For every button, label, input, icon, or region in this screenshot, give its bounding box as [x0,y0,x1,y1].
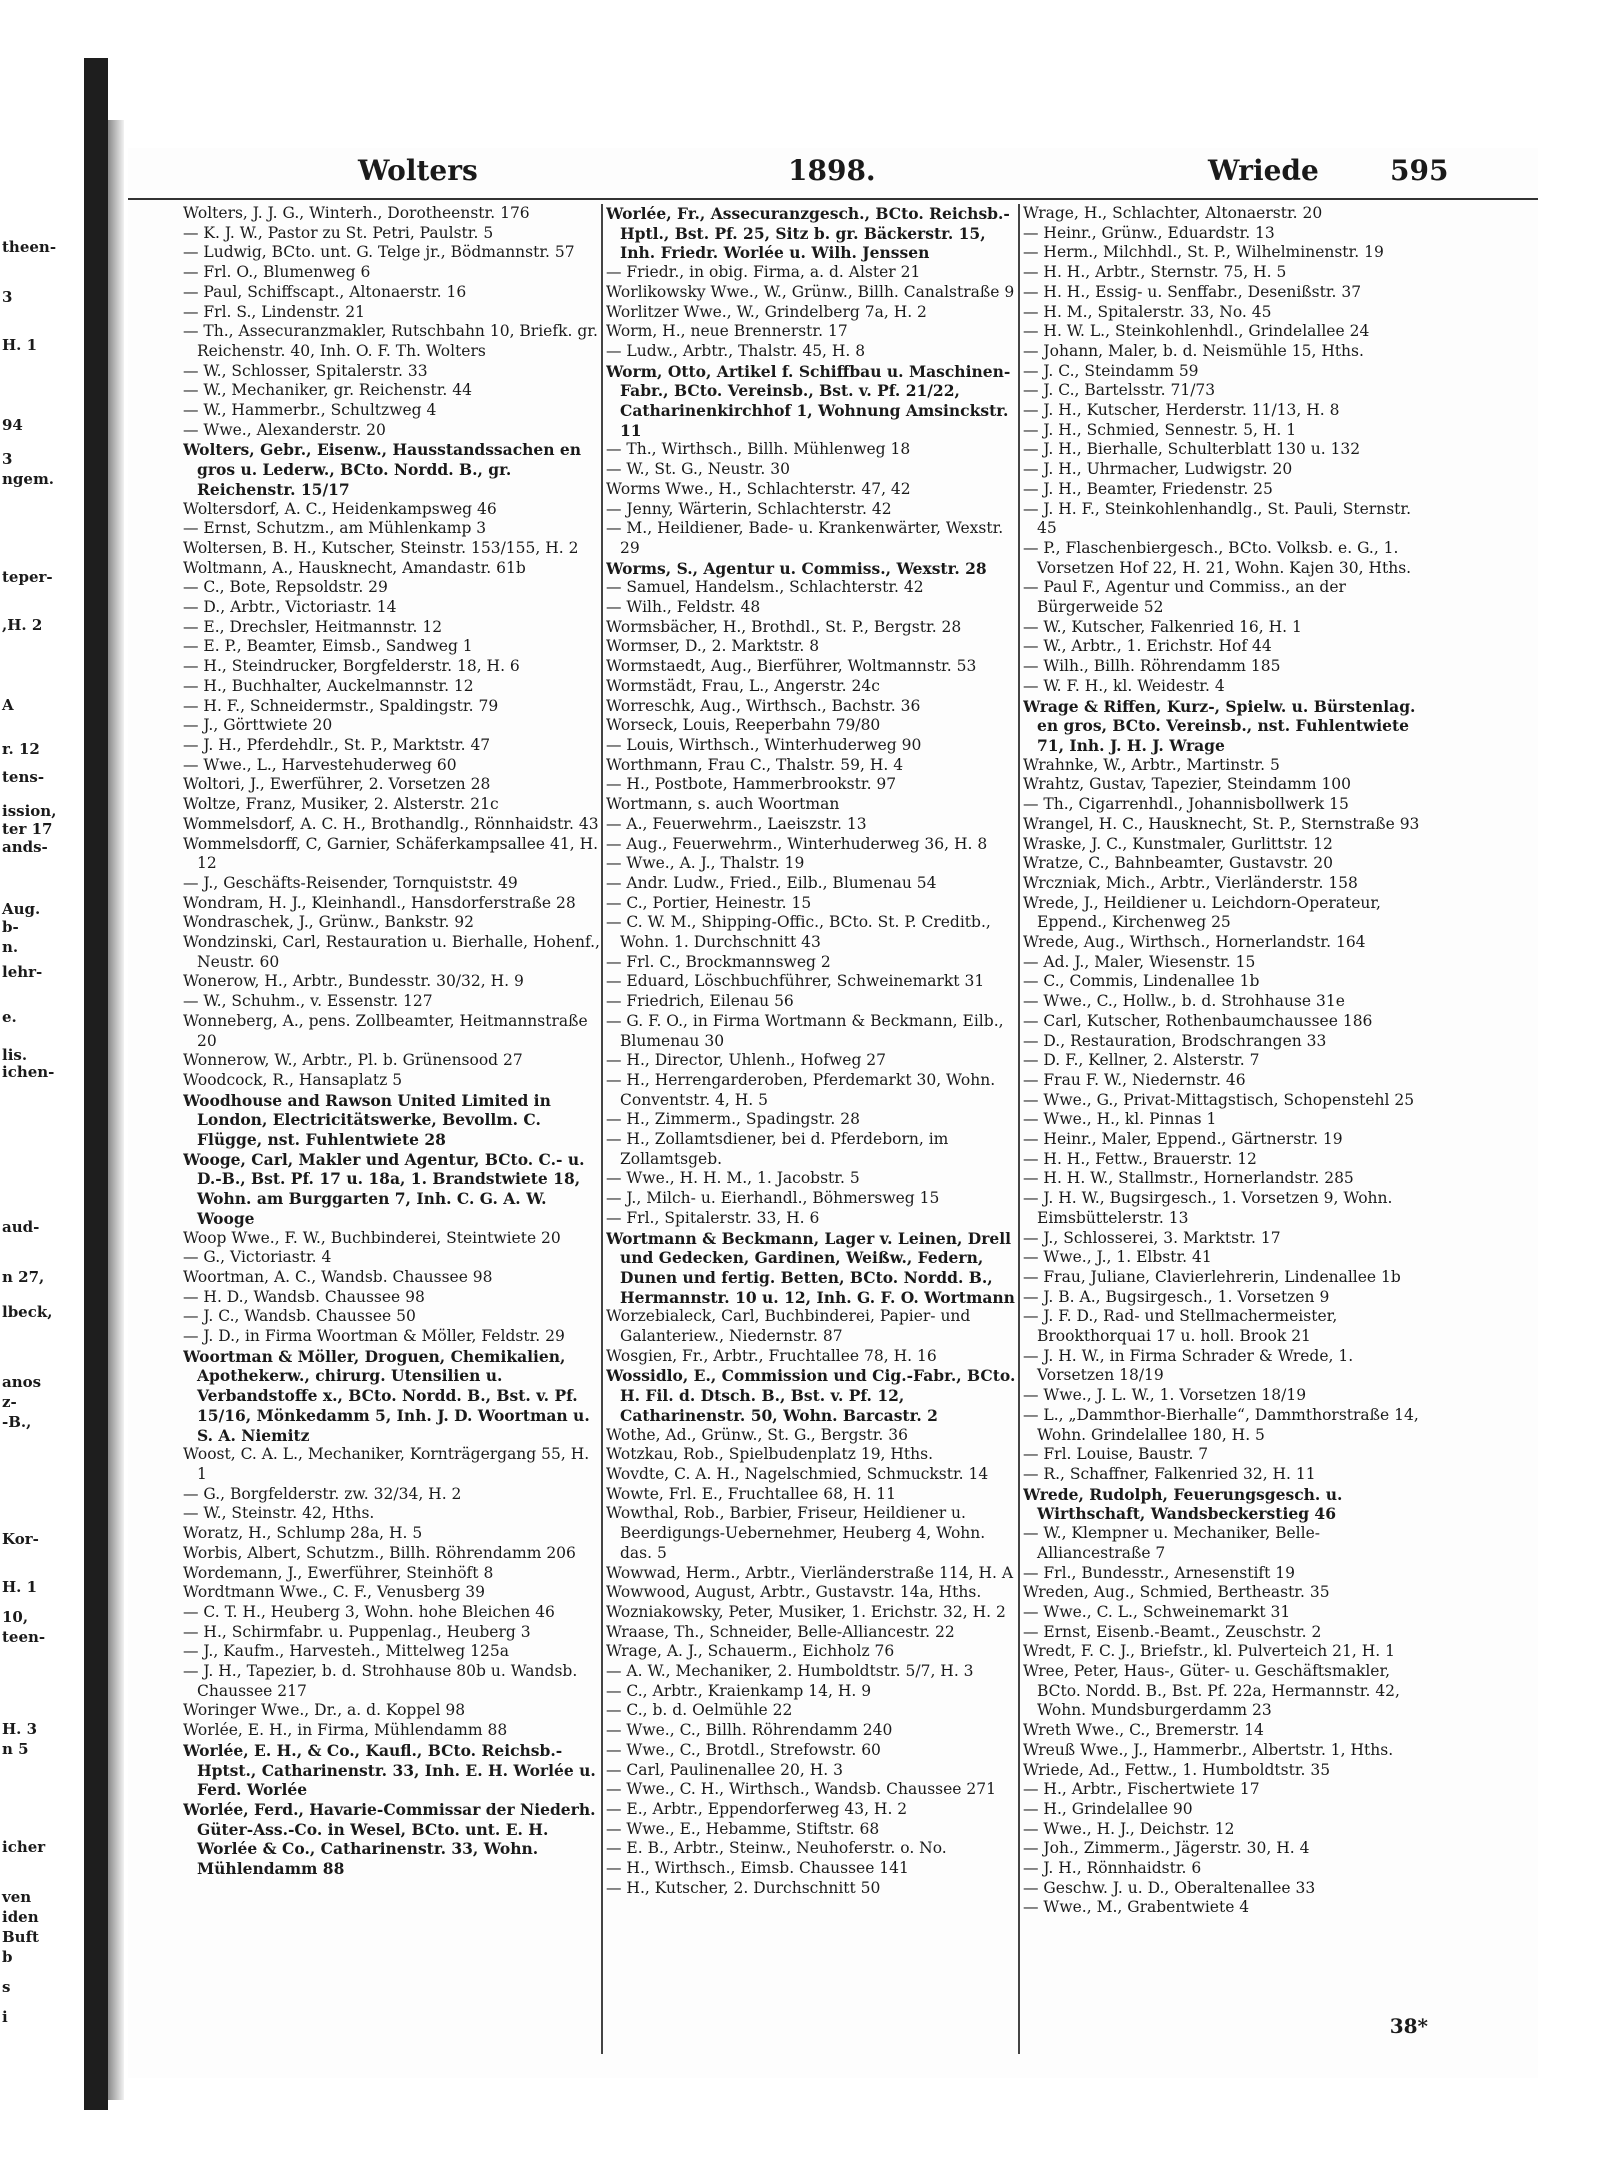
directory-entry: — Herm., Milchhdl., St. P., Wilhelminenstr. 19 [1023,243,1384,262]
directory-entry: Wowte, Frl. E., Fruchtallee 68, H. 11 [606,1484,896,1503]
directory-entry: — J. C., Steindamm 59 [1023,361,1199,380]
directory-entry: — C., Bote, Repsoldstr. 29 [183,578,388,597]
column-3 [1023,204,1433,2064]
directory-entry: — H. H. W., Stallmstr., Hornerlandstr. 285 [1023,1169,1354,1188]
directory-entry: Wrage, A. J., Schauerm., Eichholz 76 [606,1642,895,1661]
facing-page-fragment: r. 12 [2,740,40,758]
facing-page-fragment: ,H. 2 [2,616,43,634]
facing-page-fragment: n 5 [2,1740,29,1758]
directory-entry: Wooge, Carl, Makler und Agentur, BCto. C.- u. D.-B., Bst. Pf. 17 u. 18a, 1. Brandstwiete 18, Wohn. am Burggarten 7, Inh. C. G. A. W. Wooge [183,1149,585,1228]
directory-entry: Wraske, J. C., Kunstmaler, Gurlittstr. 12 [1023,834,1333,853]
signature-mark: 38* [1389,2014,1428,2038]
facing-page-fragment: icher [2,1838,46,1856]
directory-entry: — Frl. O., Blumenweg 6 [183,263,371,282]
directory-entry: Wordemann, J., Ewerführer, Steinhöft 8 [183,1563,494,1582]
directory-entry: — H. D., Wandsb. Chaussee 98 [183,1287,425,1306]
directory-entry: — Geschw. J. u. D., Oberaltenallee 33 [1023,1878,1316,1897]
directory-entry: — J. H. W., Bugsirgesch., 1. Vorsetzen 9, Wohn. Eimsbüttelerstr. 13 [1023,1189,1393,1227]
directory-entry: Woop Wwe., F. W., Buchbinderei, Steintwiete 20 [183,1228,561,1247]
directory-entry: Worlée, E. H., in Firma, Mühlendamm 88 [183,1721,508,1740]
directory-entry: — J., Geschäfts-Reisender, Tornquiststr. 49 [183,873,518,892]
directory-entry: Wratze, C., Bahnbeamter, Gustavstr. 20 [1023,854,1333,873]
directory-entry: Wommelsdorf, A. C. H., Brothandlg., Rönnhaidstr. 43 [183,814,599,833]
directory-entry: — Frl. S., Lindenstr. 21 [183,302,366,321]
directory-entry: Wonnerow, W., Arbtr., Pl. b. Grünensood 27 [183,1051,523,1070]
directory-entry: — Frl., Spitalerstr. 33, H. 6 [606,1208,820,1227]
directory-entry: Wortmann & Beckmann, Lager v. Leinen, Drell und Gedecken, Gardinen, Weißw., Federn, Dunen und fertig. Betten, BCto. Nordd. B., Hermannstr. 10 u. 12, Inh. G. F. O. Wortmann [606,1228,1015,1307]
directory-entry: — W., Steinstr. 42, Hths. [183,1504,375,1523]
directory-entry: Wothe, Ad., Grünw., St. G., Bergstr. 36 [606,1425,908,1444]
facing-page-fragment: b [2,1948,13,1966]
directory-entry: Wondram, H. J., Kleinhandl., Hansdorferstraße 28 [183,893,576,912]
directory-entry: — Johann, Maler, b. d. Neismühle 15, Hths. [1023,341,1364,360]
directory-entry: — W., Schuhm., v. Essenstr. 127 [183,992,433,1011]
directory-entry: — Wwe., H. H. M., 1. Jacobstr. 5 [606,1169,860,1188]
directory-entry: — J. H., Kutscher, Herderstr. 11/13, H. 8 [1023,401,1340,420]
directory-entry: — Paul, Schiffscapt., Altonaerstr. 16 [183,282,467,301]
directory-entry: — H., Herrengarderoben, Pferdemarkt 30, Wohn. Conventstr. 4, H. 5 [606,1070,996,1109]
facing-page-fragment: 3 [2,450,13,468]
directory-entry: Wrangel, H. C., Hausknecht, St. P., Sternstraße 93 [1023,814,1420,833]
directory-entry: — H., Steindrucker, Borgfelderstr. 18, H. 6 [183,657,520,676]
directory-entry: Wormstädt, Frau, L., Angerstr. 24c [606,676,880,695]
directory-entry: Worlée, E. H., & Co., Kaufl., BCto. Reichsb.-Hptst., Catharinenstr. 33, Inh. E. H. Worlée u. Ferd. Worlée [183,1740,596,1800]
directory-entry: — H., Zollamtsdiener, bei d. Pferdeborn, im Zollamtsgeb. [606,1130,949,1168]
directory-entry: — J., Milch- u. Eierhandl., Böhmersweg 15 [606,1189,940,1208]
directory-entry: — C., Arbtr., Kraienkamp 14, H. 9 [606,1681,872,1700]
directory-entry: Wraase, Th., Schneider, Belle-Alliancestr. 22 [606,1622,955,1641]
directory-entry: — H., Schirmfabr. u. Puppenlag., Heuberg 3 [183,1622,531,1641]
directory-entry: — J. H., Schmied, Sennestr. 5, H. 1 [1023,420,1297,439]
directory-entry: Wondzinski, Carl, Restauration u. Bierhalle, Hohenf., Neustr. 60 [183,933,600,971]
directory-entry: — H., Wirthsch., Eimsb. Chaussee 141 [606,1859,909,1878]
directory-entry: Woortman, A. C., Wandsb. Chaussee 98 [183,1267,493,1286]
directory-entry: — E., Drechsler, Heitmannstr. 12 [183,617,443,636]
facing-page-fragment: n. [2,938,19,956]
directory-entry: Wriede, Ad., Fettw., 1. Humboldtstr. 35 [1023,1760,1331,1779]
directory-entry: — Frl. Louise, Baustr. 7 [1023,1445,1209,1464]
column-divider [601,204,603,2054]
facing-page-fragment: teen- [2,1628,46,1646]
directory-entry: — Wwe., H., kl. Pinnas 1 [1023,1110,1217,1129]
directory-entry: — W., Arbtr., 1. Erichstr. Hof 44 [1023,637,1272,656]
facing-page-fragment: n 27, [2,1268,45,1286]
directory-entry: Woltersen, B. H., Kutscher, Steinstr. 153/155, H. 2 [183,538,579,557]
directory-entry: Woortman & Möller, Droguen, Chemikalien, Apothekerw., chirurg. Utensilien u. Verbandstoffe x., BCto. Nordd. B., Bst. v. Pf. 15/16, Mönkedamm 5, Inh. J. D. Woortman u. S. A. Niemitz [183,1346,590,1445]
directory-entry: Wowwad, Herm., Arbtr., Vierländerstraße 114, H. A [606,1563,1014,1582]
directory-entry: Wovdte, C. A. H., Nagelschmied, Schmuckstr. 14 [606,1465,989,1483]
directory-entry: — M., Heildiener, Bade- u. Krankenwärter, Wexstr. 29 [606,519,1004,557]
directory-entry: Woringer Wwe., Dr., a. d. Koppel 98 [183,1701,466,1720]
directory-entry: — D. F., Kellner, 2. Alsterstr. 7 [1023,1051,1260,1070]
facing-page-fragment: H. 3 [2,1720,38,1738]
directory-entry: — C., b. d. Oelmühle 22 [606,1701,793,1720]
directory-entry: — Wwe., C. L., Schweinemarkt 31 [1023,1602,1291,1621]
directory-entry: — Ad. J., Maler, Wiesenstr. 15 [1023,952,1256,971]
facing-page-fragment: ands- [2,838,48,856]
directory-entry: — A., Feuerwehrm., Laeiszstr. 13 [606,814,867,833]
directory-entry: Worlée, Fr., Assecuranzgesch., BCto. Reichsb.-Hptl., Bst. Pf. 25, Sitz b. gr. Bäckerstr. 15, Inh. Friedr. Worlée u. Wilh. Jenssen [606,204,1010,263]
facing-page-fragment: lehr- [2,963,43,981]
directory-entry: Worm, Otto, Artikel f. Schiffbau u. Maschinen-Fabr., BCto. Vereinsb., Bst. v. Pf. 21/22, Catharinenkirchhof 1, Wohnung Amsinckstr. 11 [606,361,1011,440]
directory-entry: — W., Schlosser, Spitalerstr. 33 [183,361,428,380]
directory-entry: Wosgien, Fr., Arbtr., Fruchtallee 78, H. 16 [606,1346,937,1365]
column-divider [1018,204,1020,2054]
directory-entry: Wonneberg, A., pens. Zollbeamter, Heitmannstraße 20 [183,1011,588,1050]
directory-entry: — H., Arbtr., Fischertwiete 17 [1023,1780,1260,1799]
directory-entry: — Wwe., M., Grabentwiete 4 [1023,1898,1250,1917]
header-last-entry: Wriede [1208,154,1319,187]
directory-entry: Wrczniak, Mich., Arbtr., Vierländerstr. 158 [1023,873,1358,892]
directory-entry: — Frau F. W., Niedernstr. 46 [1023,1070,1246,1089]
directory-entry: Wrage, H., Schlachter, Altonaerstr. 20 [1023,204,1323,222]
directory-entry: — H., Postbote, Hammerbrookstr. 97 [606,775,897,794]
directory-entry: — W., Mechaniker, gr. Reichenstr. 44 [183,381,473,400]
directory-entry: — J. H., Rönnhaidstr. 6 [1023,1859,1202,1878]
directory-entry: Wormstaedt, Aug., Bierführer, Woltmannstr. 53 [606,657,977,676]
directory-entry: — H., Grindelallee 90 [1023,1799,1193,1818]
directory-entry: Wreden, Aug., Schmied, Bertheastr. 35 [1023,1583,1330,1602]
header-first-entry: Wolters [358,154,478,187]
directory-entry: — Wwe., Alexanderstr. 20 [183,420,386,439]
directory-entry: — Eduard, Löschbuchführer, Schweinemarkt 31 [606,972,985,991]
page-number: 595 [1390,154,1449,187]
directory-entry: — G., Victoriastr. 4 [183,1248,332,1267]
directory-entry: — Friedrich, Eilenau 56 [606,992,794,1011]
directory-entry: — Wwe., H. J., Deichstr. 12 [1023,1819,1235,1838]
directory-entry: — G. F. O., in Firma Wortmann & Beckmann, Eilb., Blumenau 30 [606,1011,1004,1050]
facing-page-fragment: A [2,696,14,714]
facing-page-fragment: anos [2,1373,42,1391]
directory-entry: Worlitzer Wwe., W., Grindelberg 7a, H. 2 [606,302,927,321]
directory-entry: Wrahtz, Gustav, Tapezier, Steindamm 100 [1023,775,1352,794]
directory-entry: — H. H., Essig- u. Senffabr., Desenißstr. 37 [1023,282,1362,301]
facing-page-fragment: H. 1 [2,1578,38,1596]
facing-page-fragment: z- [2,1393,17,1411]
directory-entry: — C., Commis, Lindenallee 1b [1023,972,1260,991]
directory-entry: Wolters, Gebr., Eisenw., Hausstandssachen en gros u. Lederw., BCto. Nordd. B., gr. Reichenstr. 15/17 [183,440,582,499]
facing-page-fragment: lis. [2,1046,28,1064]
directory-entry: Wowwood, August, Arbtr., Gustavstr. 14a, Hths. [606,1583,982,1602]
directory-entry: Wossidlo, E., Commission und Cig.-Fabr., BCto. H. Fil. d. Dtsch. B., Bst. v. Pf. 12, Catharinenstr. 50, Wohn. Barcastr. 2 [606,1366,1016,1425]
directory-entry: — A. W., Mechaniker, 2. Humboldtstr. 5/7, H. 3 [606,1662,974,1681]
directory-entry: — H. H., Arbtr., Sternstr. 75, H. 5 [1023,263,1287,282]
directory-entry: — J. H., Bierhalle, Schulterblatt 130 u. 132 [1023,440,1361,459]
directory-entry: Wozniakowsky, Peter, Musiker, 1. Erichstr. 32, H. 2 [606,1602,1006,1621]
directory-entry: — D., Restauration, Brodschrangen 33 [1023,1031,1327,1050]
directory-entry: — E. P., Beamter, Eimsb., Sandweg 1 [183,637,473,656]
directory-entry: — Heinr., Grünw., Eduardstr. 13 [1023,223,1275,242]
directory-entry: — Wwe., E., Hebamme, Stiftstr. 68 [606,1819,880,1838]
directory-entry: — J. D., in Firma Woortman & Möller, Feldstr. 29 [183,1327,565,1346]
directory-entry: — J. H., Tapezier, b. d. Strohhause 80b u. Wandsb. Chaussee 217 [183,1662,578,1700]
directory-entry: Wrahnke, W., Arbtr., Martinstr. 5 [1023,755,1280,774]
directory-entry: — Wilh., Feldstr. 48 [606,598,761,617]
directory-entry: — Ernst, Eisenb.-Beamt., Zeuschstr. 2 [1023,1622,1322,1641]
book-spine [84,58,108,2110]
directory-entry: — H., Director, Uhlenh., Hofweg 27 [606,1051,887,1070]
directory-entry: Worms Wwe., H., Schlachterstr. 47, 42 [606,479,911,498]
directory-entry: — Th., Cigarrenhdl., Johannisbollwerk 15 [1023,795,1349,814]
directory-entry: — Samuel, Handelsm., Schlachterstr. 42 [606,578,924,597]
directory-entry: — J., Kaufm., Harvesteh., Mittelweg 125a [183,1642,509,1661]
directory-entry: — H., Zimmerm., Spadingstr. 28 [606,1110,860,1129]
facing-page-edge [0,150,82,2050]
directory-entry: Woratz, H., Schlump 28a, H. 5 [183,1524,423,1543]
directory-entry: — P., Flaschenbiergesch., BCto. Volksb. e. G., 1. Vorsetzen Hof 22, H. 21, Wohn. Kajen 30, Hths. [1023,538,1412,577]
directory-entry: Wortmann, s. auch Woortman [606,795,840,814]
directory-entry: Worlée, Ferd., Havarie-Commissar der Niederh. Güter-Ass.-Co. in Wesel, BCto. unt. E. H. Worlée & Co., Catharinenstr. 33, Wohn. Mühlendamm 88 [183,1799,596,1879]
directory-entry: Wotzkau, Rob., Spielbudenplatz 19, Hths. [606,1445,934,1464]
facing-page-fragment: theen- [2,238,57,256]
facing-page-fragment: e. [2,1008,17,1026]
directory-entry: Woodhouse and Rawson United Limited in London, Electricitätswerke, Bevollm. C. Flügge, nst. Fuhlentwiete 28 [183,1090,551,1150]
directory-entry: Wormser, D., 2. Marktstr. 8 [606,637,820,656]
directory-entry: — Wwe., C., Brotdl., Strefowstr. 60 [606,1740,881,1759]
directory-entry: — C. W. M., Shipping-Offic., BCto. St. P. Creditb., Wohn. 1. Durchschnitt 43 [606,913,991,952]
directory-entry: — Wwe., J., 1. Elbstr. 41 [1023,1248,1212,1267]
directory-entry: — Ludwig, BCto. unt. G. Telge jr., Bödmannstr. 57 [183,243,575,262]
directory-entry: — H. H., Fettw., Brauerstr. 12 [1023,1149,1257,1168]
directory-entry: — Wilh., Billh. Röhrendamm 185 [1023,657,1281,676]
directory-entry: — Carl, Paulinenallee 20, H. 3 [606,1760,843,1779]
directory-entry: — C. T. H., Heuberg 3, Wohn. hohe Bleichen 46 [183,1602,555,1621]
directory-entry: — Th., Wirthsch., Billh. Mühlenweg 18 [606,440,911,459]
directory-page [128,148,1538,2078]
directory-entry: — W., Kutscher, Falkenried 16, H. 1 [1023,617,1302,636]
facing-page-fragment: ven [2,1888,32,1906]
facing-page-fragment: aud- [2,1218,40,1236]
facing-page-fragment: 10, [2,1608,29,1626]
facing-page-fragment: ission, [2,802,57,820]
directory-entry: — J. B. A., Bugsirgesch., 1. Vorsetzen 9 [1023,1287,1330,1306]
directory-entry: Wormsbächer, H., Brothdl., St. P., Bergstr. 28 [606,617,962,636]
directory-entry: — J. H. W., in Firma Schrader & Wrede, 1. Vorsetzen 18/19 [1023,1346,1354,1385]
directory-entry: Wrede, Rudolph, Feuerungsgesch. u. Wirthschaft, Wandsbeckerstieg 46 [1023,1484,1343,1524]
directory-entry: — J. C., Wandsb. Chaussee 50 [183,1307,416,1326]
directory-entry: — Louis, Wirthsch., Winterhuderweg 90 [606,735,922,754]
directory-entry: Worreschk, Aug., Wirthsch., Bachstr. 36 [606,696,921,715]
directory-entry: — C., Portier, Heinestr. 15 [606,893,812,912]
directory-entry: — J. H. F., Steinkohlenhandlg., St. Pauli, Sternstr. 45 [1023,499,1412,538]
directory-entry: — J. H., Pferdehdlr., St. P., Marktstr. 47 [183,735,491,754]
facing-page-fragment: tens- [2,768,45,786]
directory-entry: — J., Görttwiete 20 [183,716,333,735]
directory-entry: — H., Kutscher, 2. Durchschnitt 50 [606,1878,881,1897]
facing-page-fragment: Aug. [2,900,41,918]
directory-entry: — J. F. D., Rad- und Stellmachermeister, Brookthorquai 17 u. holl. Brook 21 [1023,1307,1338,1346]
directory-entry: — H., Buchhalter, Auckelmannstr. 12 [183,676,474,695]
directory-entry: — J. H., Beamter, Friedenstr. 25 [1023,479,1273,498]
directory-entry: — Heinr., Maler, Eppend., Gärtnerstr. 19 [1023,1130,1343,1149]
directory-entry: — Jenny, Wärterin, Schlachterstr. 42 [606,499,892,518]
directory-entry: — Wwe., A. J., Thalstr. 19 [606,854,805,873]
directory-entry: — Carl, Kutscher, Rothenbaumchaussee 186 [1023,1011,1373,1030]
facing-page-fragment: s [2,1978,11,1996]
directory-entry: — Ernst, Schutzm., am Mühlenkamp 3 [183,519,487,538]
directory-entry: Wonerow, H., Arbtr., Bundesstr. 30/32, H. 9 [183,972,524,991]
directory-entry: — Wwe., L., Harvestehuderweg 60 [183,755,457,774]
facing-page-fragment: teper- [2,568,53,586]
column-1 [183,204,603,2064]
directory-entry: — Wwe., J. L. W., 1. Vorsetzen 18/19 [1023,1386,1307,1405]
directory-entry: — Th., Assecuranzmakler, Rutschbahn 10, Briefk. gr. Reichenstr. 40, Inh. O. F. Th. Wolters [183,322,598,360]
directory-entry: — Andr. Ludw., Fried., Eilb., Blumenau 54 [606,873,937,892]
directory-entry: Worseck, Louis, Reeperbahn 79/80 [606,716,881,735]
header-year: 1898. [788,154,876,187]
directory-entry: — W., St. G., Neustr. 30 [606,460,790,479]
facing-page-fragment: iden [2,1908,39,1926]
directory-entry: Wredt, F. C. J., Briefstr., kl. Pulverteich 21, H. 1 [1023,1642,1395,1661]
directory-entry: — Ludw., Arbtr., Thalstr. 45, H. 8 [606,341,866,360]
facing-page-fragment: b- [2,918,19,936]
running-header [128,148,1538,198]
directory-entry: Worms, S., Agentur u. Commiss., Wexstr. 28 [606,558,987,578]
directory-entry: Wrage & Riffen, Kurz-, Spielw. u. Bürstenlag. en gros, BCto. Vereinsb., nst. Fuhlentwiete 71, Inh. J. H. J. Wrage [1023,696,1416,755]
directory-entry: — E. B., Arbtr., Steinw., Neuhoferstr. o. No. [606,1839,947,1858]
directory-entry: — D., Arbtr., Victoriastr. 14 [183,598,397,617]
directory-entry: Wommelsdorff, C, Garnier, Schäferkampsallee 41, H. 12 [183,834,599,873]
header-rule [128,198,1538,200]
directory-entry: Woltersdorf, A. C., Heidenkampsweg 46 [183,499,497,518]
directory-entry: Wreuß Wwe., J., Hammerbr., Albertstr. 1, Hths. [1023,1740,1394,1759]
facing-page-fragment: 94 [2,416,23,434]
facing-page-fragment: -B., [2,1413,32,1431]
directory-entry: — H. W. L., Steinkohlenhdl., Grindelallee 24 [1023,322,1370,341]
directory-entry: — Friedr., in obig. Firma, a. d. Alster 21 [606,263,921,282]
facing-page-fragment: Kor- [2,1530,39,1548]
directory-entry: Woltmann, A., Hausknecht, Amandastr. 61b [183,558,526,577]
directory-entry: — Aug., Feuerwehrm., Winterhuderweg 36, H. 8 [606,834,988,853]
directory-entry: — W., Hammerbr., Schultzweg 4 [183,401,437,420]
directory-entry: — Paul F., Agentur und Commiss., an der Bürgerweide 52 [1023,578,1346,617]
directory-entry: Wolters, J. J. G., Winterh., Dorotheenstr. 176 [183,204,530,222]
directory-entry: Worm, H., neue Brennerstr. 17 [606,322,848,341]
facing-page-fragment: lbeck, [2,1303,53,1321]
directory-entry: — G., Borgfelderstr. zw. 32/34, H. 2 [183,1484,462,1503]
column-2 [606,204,1019,2064]
directory-entry: Worthmann, Frau C., Thalstr. 59, H. 4 [606,755,904,774]
directory-entry: Wree, Peter, Haus-, Güter- u. Geschäftsmakler, BCto. Nordd. B., Bst. Pf. 22a, Hermannstr. 42, Wohn. Mundsburgerdamm 23 [1023,1662,1400,1720]
directory-entry: Worbis, Albert, Schutzm., Billh. Röhrendamm 206 [183,1543,576,1562]
directory-entry: Wordtmann Wwe., C. F., Venusberg 39 [183,1583,485,1602]
directory-entry: — H. M., Spitalerstr. 33, No. 45 [1023,302,1272,321]
facing-page-fragment: i [2,2008,8,2026]
facing-page-fragment: ngem. [2,470,55,488]
directory-entry: Wrede, Aug., Wirthsch., Hornerlandstr. 164 [1023,933,1366,952]
directory-entry: Woost, C. A. L., Mechaniker, Kornträgergang 55, H. 1 [183,1445,590,1483]
directory-entry: Worlikowsky Wwe., W., Grünw., Billh. Canalstraße 9 [606,282,1015,301]
directory-entry: Woodcock, R., Hansaplatz 5 [183,1070,403,1089]
directory-entry: Wreth Wwe., C., Bremerstr. 14 [1023,1721,1264,1740]
directory-entry: — W. F. H., kl. Weidestr. 4 [1023,676,1225,695]
directory-entry: Wrede, J., Heildiener u. Leichdorn-Operateur, Eppend., Kirchenweg 25 [1023,893,1381,932]
directory-entry: — E., Arbtr., Eppendorferweg 43, H. 2 [606,1799,908,1818]
directory-entry: — J. H., Uhrmacher, Ludwigstr. 20 [1023,460,1293,479]
facing-page-fragment: 3 [2,288,13,306]
directory-entry: — J., Schlosserei, 3. Marktstr. 17 [1023,1228,1281,1247]
facing-page-fragment: H. 1 [2,336,38,354]
directory-entry: — Wwe., C. H., Wirthsch., Wandsb. Chaussee 271 [606,1780,996,1799]
facing-page-fragment: ter 17 [2,820,53,838]
directory-entry: — Frl. C., Brockmannsweg 2 [606,952,831,971]
facing-page-fragment: Buft [2,1928,39,1946]
directory-entry: Wondraschek, J., Grünw., Bankstr. 92 [183,913,475,932]
directory-entry: — Frl., Bundesstr., Arnesenstift 19 [1023,1563,1296,1582]
directory-entry: — Joh., Zimmerm., Jägerstr. 30, H. 4 [1023,1839,1310,1858]
directory-entry: — W., Klempner u. Mechaniker, Belle-Alliancestraße 7 [1023,1524,1320,1562]
directory-entry: — H. F., Schneidermstr., Spaldingstr. 79 [183,696,499,715]
directory-entry: Woltze, Franz, Musiker, 2. Alsterstr. 21c [183,795,499,814]
directory-entry: — L., „Dammthor-Bierhalle“, Dammthorstraße 14, Wohn. Grindelallee 180, H. 5 [1023,1405,1419,1444]
directory-entry: — K. J. W., Pastor zu St. Petri, Paulstr. 5 [183,223,494,242]
directory-entry: Woltori, J., Ewerführer, 2. Vorsetzen 28 [183,775,491,794]
directory-entry: — J. C., Bartelsstr. 71/73 [1023,381,1216,400]
directory-entry: Worzebialeck, Carl, Buchbinderei, Papier- und Galanteriew., Niedernstr. 87 [606,1307,971,1346]
facing-page-fragment: ichen- [2,1063,55,1081]
directory-entry: — Wwe., C., Hollw., b. d. Strohhause 31e [1023,992,1345,1011]
gutter-shadow [108,120,124,2100]
directory-entry: — R., Schaffner, Falkenried 32, H. 11 [1023,1465,1316,1483]
directory-entry: — Frau, Juliane, Clavierlehrerin, Lindenallee 1b [1023,1267,1401,1286]
directory-entry: — Wwe., G., Privat-Mittagstisch, Schopenstehl 25 [1023,1090,1415,1109]
directory-entry: Wowthal, Rob., Barbier, Friseur, Heildiener u. Beerdigungs-Uebernehmer, Heuberg 4, Wohn. das. 5 [606,1504,986,1562]
directory-entry: — Wwe., C., Billh. Röhrendamm 240 [606,1721,893,1740]
